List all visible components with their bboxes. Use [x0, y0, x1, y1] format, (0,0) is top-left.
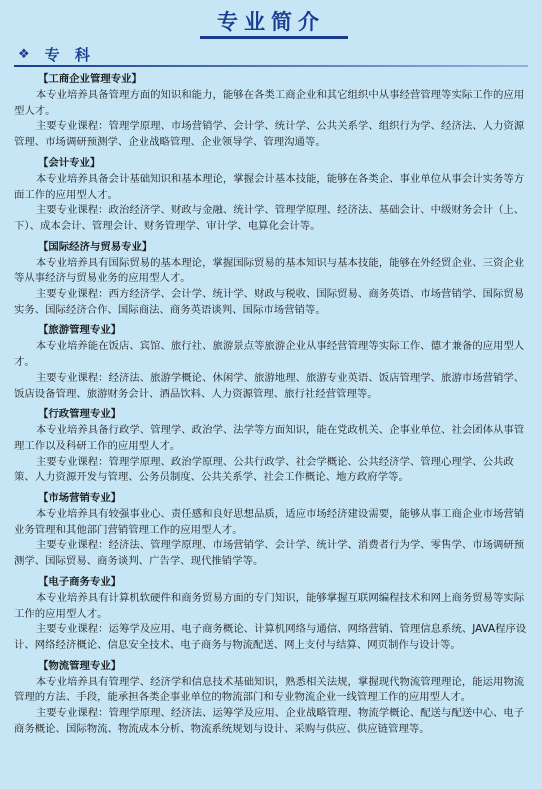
- major-name: 【工商企业管理专业】: [38, 73, 142, 85]
- major-item: [14, 405, 528, 486]
- major-courses: 主要专业课程：管理学原理、经济法、运筹学及应用、企业战略管理、物流学概论、配送与配送中心、电子商务概论、国际物流、物流成本分析、物流系统规划与设计、采购与供应、供应链管理等。: [14, 707, 525, 735]
- major-intro: 本专业培养具有较强事业心、责任感和良好思想品质，适应市场经济建设需要，能够从事工商企业市场营销业务管理和其他部门营销管理工作的应用型人才。: [14, 508, 525, 536]
- major-name: 【物流管理专业】: [38, 659, 122, 672]
- major-courses: 主要专业课程：经济法、旅游学概论、休闲学、旅游地理、旅游专业英语、饭店管理学、旅游市场营销学、饭店设备管理、旅游财务会计、酒品饮料、人力资源管理、旅行社经营管理等。: [14, 371, 525, 400]
- major-name: 【行政管理专业】: [38, 408, 122, 421]
- major-item: [14, 489, 528, 570]
- major-item: [14, 70, 528, 151]
- major-intro: 本专业培养具有计算机软硬件和商务贸易方面的专门知识，能够掌握互联网编程技术和网上商务贸易等实际工作的应用型人才。: [14, 591, 525, 620]
- major-name: 【旅游管理专业】: [38, 324, 122, 337]
- major-item: [14, 573, 528, 654]
- major-item: [14, 154, 528, 235]
- major-name: 【电子商务专业】: [38, 575, 122, 588]
- major-courses: 主要专业课程：政治经济学、财政与金融、统计学、管理学原理、经济法、基础会计、中级财务会计（上、下）、成本会计、管理会计、财务管理学、审计学、电算化会计等。: [14, 204, 525, 232]
- major-intro: 本专业培养具备行政学、管理学、政治学、法学等方面知识，能在党政机关、企事业单位、社会团体从事管理工作以及科研工作的应用型人才。: [14, 424, 525, 452]
- major-courses: 主要专业课程：管理学原理、政治学原理、公共行政学、社会学概论、公共经济学、管理心理学、公共政策、人力资源开发与管理、公务员制度、公共关系学、社会工作概论、地方政府学等。: [14, 455, 514, 484]
- section-title: 专 科: [44, 46, 95, 64]
- majors-list: [14, 70, 528, 741]
- title-underline: [200, 36, 348, 39]
- major-name: 【国际经济与贸易专业】: [38, 240, 153, 253]
- section-heading: [18, 44, 95, 65]
- major-item: [14, 238, 528, 319]
- diamond-bullet-icon: ❖: [18, 47, 35, 62]
- major-item: [14, 321, 528, 402]
- major-name: 【会计专业】: [38, 156, 101, 169]
- page-header: [0, 0, 542, 40]
- major-courses: 主要专业课程：管理学原理、市场营销学、会计学、统计学、公共关系学、组织行为学、经济法、人力资源管理、市场调研预测学、企业战略管理、企业领导学、管理沟通等。: [14, 120, 525, 149]
- major-intro: 本专业培养具有国际贸易的基本理论，掌握国际贸易的基本知识与基本技能，能够在外经贸企业、三资企业等从事经济与贸易业务的应用型人才。: [14, 256, 525, 285]
- page-title: 专业简介: [217, 10, 325, 34]
- major-courses: 主要专业课程：经济法、管理学原理、市场营销学、会计学、统计学、消费者行为学、零售学、市场调研预测学、国际贸易、商务谈判、广告学、现代推销学等。: [14, 539, 525, 568]
- major-courses: 主要专业课程：运筹学及应用、电子商务概论、计算机网络与通信、网络营销、管理信息系统、JAVA程序设计、网络经济概论、信息安全技术、电子商务与物流配送、网上支付与结算、网页制作与设计等。: [14, 623, 527, 651]
- major-name: 【市场营销专业】: [38, 492, 122, 505]
- major-courses: 主要专业课程：西方经济学、会计学、统计学、财政与税收、国际贸易、商务英语、市场营销学、国际贸易实务、国际经济合作、国际商法、商务英语谈判、国际市场营销等。: [14, 288, 525, 316]
- major-intro: 本专业培养具备会计基础知识和基本理论，掌握会计基本技能，能够在各类企、事业单位从事会计实务等方面工作的应用型人才。: [14, 172, 525, 201]
- major-intro: 本专业培养具备管理方面的知识和能力，能够在各类工商企业和其它组织中从事经营管理等实际工作的应用型人才。: [14, 89, 525, 117]
- major-intro: 本专业培养具有管理学、经济学和信息技术基础知识，熟悉相关法规，掌握现代物流管理理论，能运用物流管理的方法、手段，能承担各类企事业单位的物流部门和专业物流企业一线管理工作的应用型人才。: [14, 675, 525, 704]
- major-item: [14, 657, 528, 738]
- major-intro: 本专业培养能在饭店、宾馆、旅行社、旅游景点等旅游企业从事经营管理等实际工作、德才兼备的应用型人才。: [14, 340, 525, 369]
- section-divider: [14, 65, 528, 67]
